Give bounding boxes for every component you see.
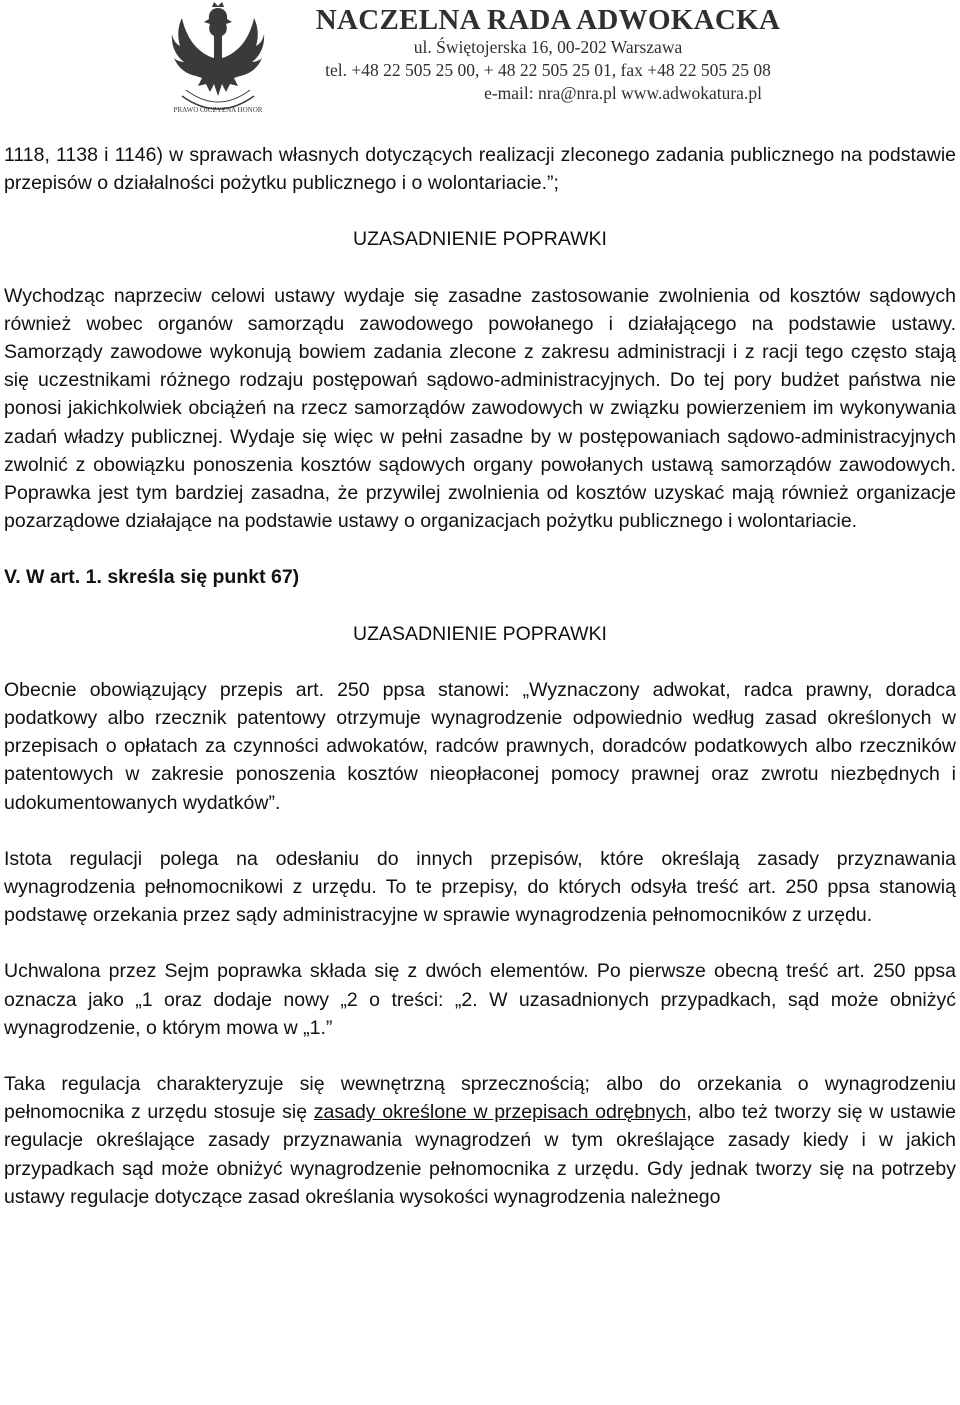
paragraph-regulation-essence: Istota regulacji polega na odesłaniu do innych przepisów, które określają zasady przyznawania wynagrodzenia pełnomocnikowi z urzędu. To te przepisy, do których odsyła treść art. 250 ppsa stanowią podstawę orzekania przez sądy administracyjne w sprawie wynagrodzenia pełnomocników z urzędu. <box>4 847 956 927</box>
paragraph-intro: 1118, 1138 i 1146) w sprawach własnych dotyczących realizacji zleconego zadania publicznego na podstawie przepisów o działalności pożytku publicznego i o wolontariacie.”; <box>4 144 956 195</box>
underlined-phrase: zasady określone w przepisach odrębnych <box>313 1101 687 1124</box>
organization-email-web: e-mail: nra@nra.pl www.adwokatura.pl <box>484 83 762 103</box>
heading-justification-1: UZASADNIENIE POPRAWKI <box>353 228 607 251</box>
heading-justification-2: UZASADNIENIE POPRAWKI <box>353 622 607 645</box>
organization-phones: tel. +48 22 505 25 00, + 48 22 505 25 01, fax +48 22 505 25 08 <box>325 60 771 80</box>
paragraph-sejm-amendment: Uchwalona przez Sejm poprawka składa się z dwóch elementów. Po pierwsze obecną treść art. 250 ppsa oznacza jako „1 oraz dodaje nowy „2 o treści: „2. W uzasadnionych przypadkach, sąd może obniżyć wynagrodzenie, o którym mowa w „1.” <box>4 960 956 1039</box>
paragraph-contradiction: Taka regulacja charakteryzuje się wewnętrzną sprzecznością; albo do orzekania o wynagrodzeniu pełnomocnika z urzędu stosuje się zasady określone w przepisach odrębnych, albo też tworzy się w ustawie regulacje określające zasady przyznawania wynagrodzeń w tym określające zasady kiedy i w jakich przypadkach sąd może obniżyć wynagrodzenie pełnomocnika z urzędu. Gdy jednak tworzy się na potrzeby ustawy regulacje dotyczące zasad określania wysokości wynagrodzenia należnego <box>4 1073 957 1208</box>
document-body <box>4 141 956 1211</box>
eagle-emblem-icon <box>168 0 268 118</box>
svg-text:PRAWO OJCZYZNA HONOR: PRAWO OJCZYZNA HONOR <box>173 106 263 114</box>
section-heading: V. W art. 1. skreśla się punkt 67) <box>4 566 300 589</box>
organization-address: ul. Świętojerska 16, 00-202 Warszawa <box>413 37 683 57</box>
paragraph-justification-1: Wychodząc naprzeciw celowi ustawy wydaje się zasadne zastosowanie zwolnienia od kosztów sądowych również wobec organów samorządu zawodowego powołanego i działającego na podstawie ustawy. Samorządy zawodowe wykonują bowiem zadania zlecone z zakresu administracji i z racji tego często stają się uczestnikami różnego rodzaju postępowań sądowo-administracyjnych. Do tej pory budżet państwa nie ponosi jakichkolwiek obciążeń na rzecz samorządów zawodowych w związku powierzeniem im wykonywania zadań władzy publicznej. Wydaje się więc w pełni zasadne by w postępowaniach sądowo-administracyjnych zwolnić z obowiązku ponoszenia kosztów sądowych organy powołanych ustawą samorządów zawodowych. Poprawka jest tym bardziej zasadna, że przywilej zwolnienia od kosztów uzyskać mają również organizacje pozarządowe działające na podstawie ustawy o organizacjach pożytku publicznego i wolontariacie. <box>4 284 956 533</box>
letterhead <box>0 0 960 125</box>
letterhead-text <box>278 4 818 105</box>
organization-name: NACZELNA RADA ADWOKACKA <box>315 4 781 36</box>
paragraph-art-250: Obecnie obowiązujący przepis art. 250 ppsa stanowi: „Wyznaczony adwokat, radca prawny, doradca podatkowy albo rzecznik patentowy otrzymuje wynagrodzenie odpowiednio według zasad określonych w przepisach o opłatach za czynności adwokatów, radców prawnych, doradców podatkowych albo rzeczników patentowych w zakresie ponoszenia kosztów nieopłaconej pomocy prawnej oraz zwrotu niezbędnych i udokumentowanych wydatków”. <box>4 678 956 814</box>
